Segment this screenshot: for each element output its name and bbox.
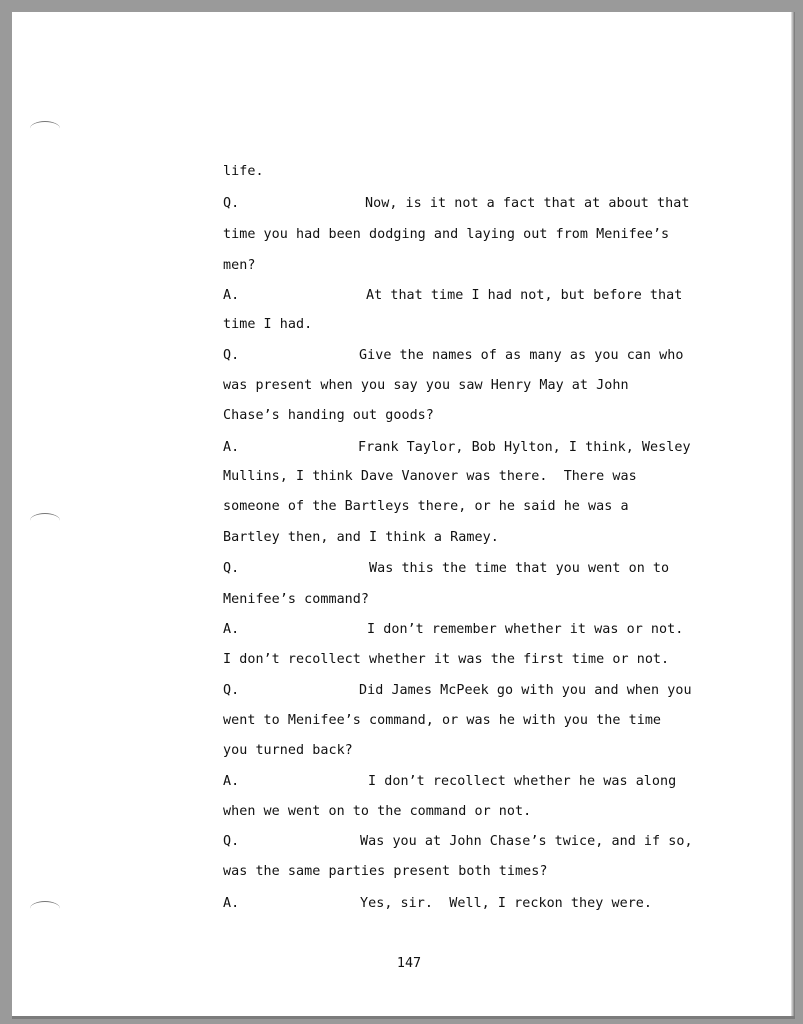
transcript-line xyxy=(223,405,735,427)
transcript-line xyxy=(223,801,735,823)
question-label: Q. xyxy=(223,561,240,576)
transcript-text: you turned back? xyxy=(223,743,353,758)
answer-line xyxy=(223,619,735,641)
transcript-line xyxy=(223,466,735,488)
transcript-text: time I had. xyxy=(223,317,313,332)
transcript-text: someone of the Bartleys there, or he said he was a xyxy=(223,499,629,514)
transcript-text: life. xyxy=(223,164,264,179)
transcript-line xyxy=(223,224,735,246)
transcript-text: Menifee’s command? xyxy=(223,592,370,607)
transcript-text: Mullins, I think Dave Vanover was there. There was xyxy=(223,469,637,484)
punch-hole-mark xyxy=(30,901,60,916)
page-number: 147 xyxy=(396,956,422,971)
page-bottom-edge xyxy=(12,1016,795,1019)
transcript-line xyxy=(223,375,735,397)
transcript-line xyxy=(223,649,735,671)
punch-hole-mark xyxy=(30,121,60,136)
transcript-line xyxy=(223,496,735,518)
question-line xyxy=(223,558,735,580)
question-label: Q. xyxy=(223,683,240,698)
answer-text: I don’t remember whether it was or not. xyxy=(367,622,684,637)
transcript-line xyxy=(223,255,735,277)
question-text: Now, is it not a fact that at about that xyxy=(365,196,690,211)
transcript-text: Chase’s handing out goods? xyxy=(223,408,434,423)
answer-label: A. xyxy=(223,774,240,789)
question-line xyxy=(223,831,735,853)
answer-line xyxy=(223,437,735,459)
transcript-text: was the same parties present both times? xyxy=(223,864,548,879)
answer-label: A. xyxy=(223,440,240,455)
question-text: Did James McPeek go with you and when you xyxy=(359,683,692,698)
answer-line xyxy=(223,893,735,915)
page-edge-shadow xyxy=(791,12,795,1018)
transcript-line xyxy=(223,314,735,336)
answer-line xyxy=(223,285,735,307)
transcript-text: men? xyxy=(223,258,256,273)
answer-label: A. xyxy=(223,622,240,637)
question-text: Give the names of as many as you can who xyxy=(359,348,684,363)
question-label: Q. xyxy=(223,834,240,849)
question-line xyxy=(223,345,735,367)
answer-text: Yes, sir. Well, I reckon they were. xyxy=(360,896,653,911)
transcript-text: went to Menifee’s command, or was he with you the time xyxy=(223,713,662,728)
transcript-text: was present when you say you saw Henry May at John xyxy=(223,378,629,393)
answer-text: Frank Taylor, Bob Hylton, I think, Wesley xyxy=(358,440,691,455)
question-label: Q. xyxy=(223,196,240,211)
transcript-line xyxy=(223,527,735,549)
question-line xyxy=(223,193,735,215)
transcript-text: time you had been dodging and laying out from Menifee’s xyxy=(223,227,670,242)
transcript-text: I don’t recollect whether it was the first time or not. xyxy=(223,652,670,667)
question-line xyxy=(223,680,735,702)
punch-hole-mark xyxy=(30,513,60,528)
answer-line xyxy=(223,771,735,793)
transcript-line xyxy=(223,589,735,611)
transcript-text: when we went on to the command or not. xyxy=(223,804,532,819)
answer-label: A. xyxy=(223,896,240,911)
transcript-line xyxy=(223,161,735,183)
transcript-line xyxy=(223,710,735,732)
transcript-line xyxy=(223,861,735,883)
question-text: Was this the time that you went on to xyxy=(369,561,670,576)
question-text: Was you at John Chase’s twice, and if so, xyxy=(360,834,693,849)
transcript-text: Bartley then, and I think a Ramey. xyxy=(223,530,499,545)
answer-text: At that time I had not, but before that xyxy=(366,288,683,303)
answer-label: A. xyxy=(223,288,240,303)
answer-text: I don’t recollect whether he was along xyxy=(368,774,677,789)
question-label: Q. xyxy=(223,348,240,363)
transcript-line xyxy=(223,740,735,762)
